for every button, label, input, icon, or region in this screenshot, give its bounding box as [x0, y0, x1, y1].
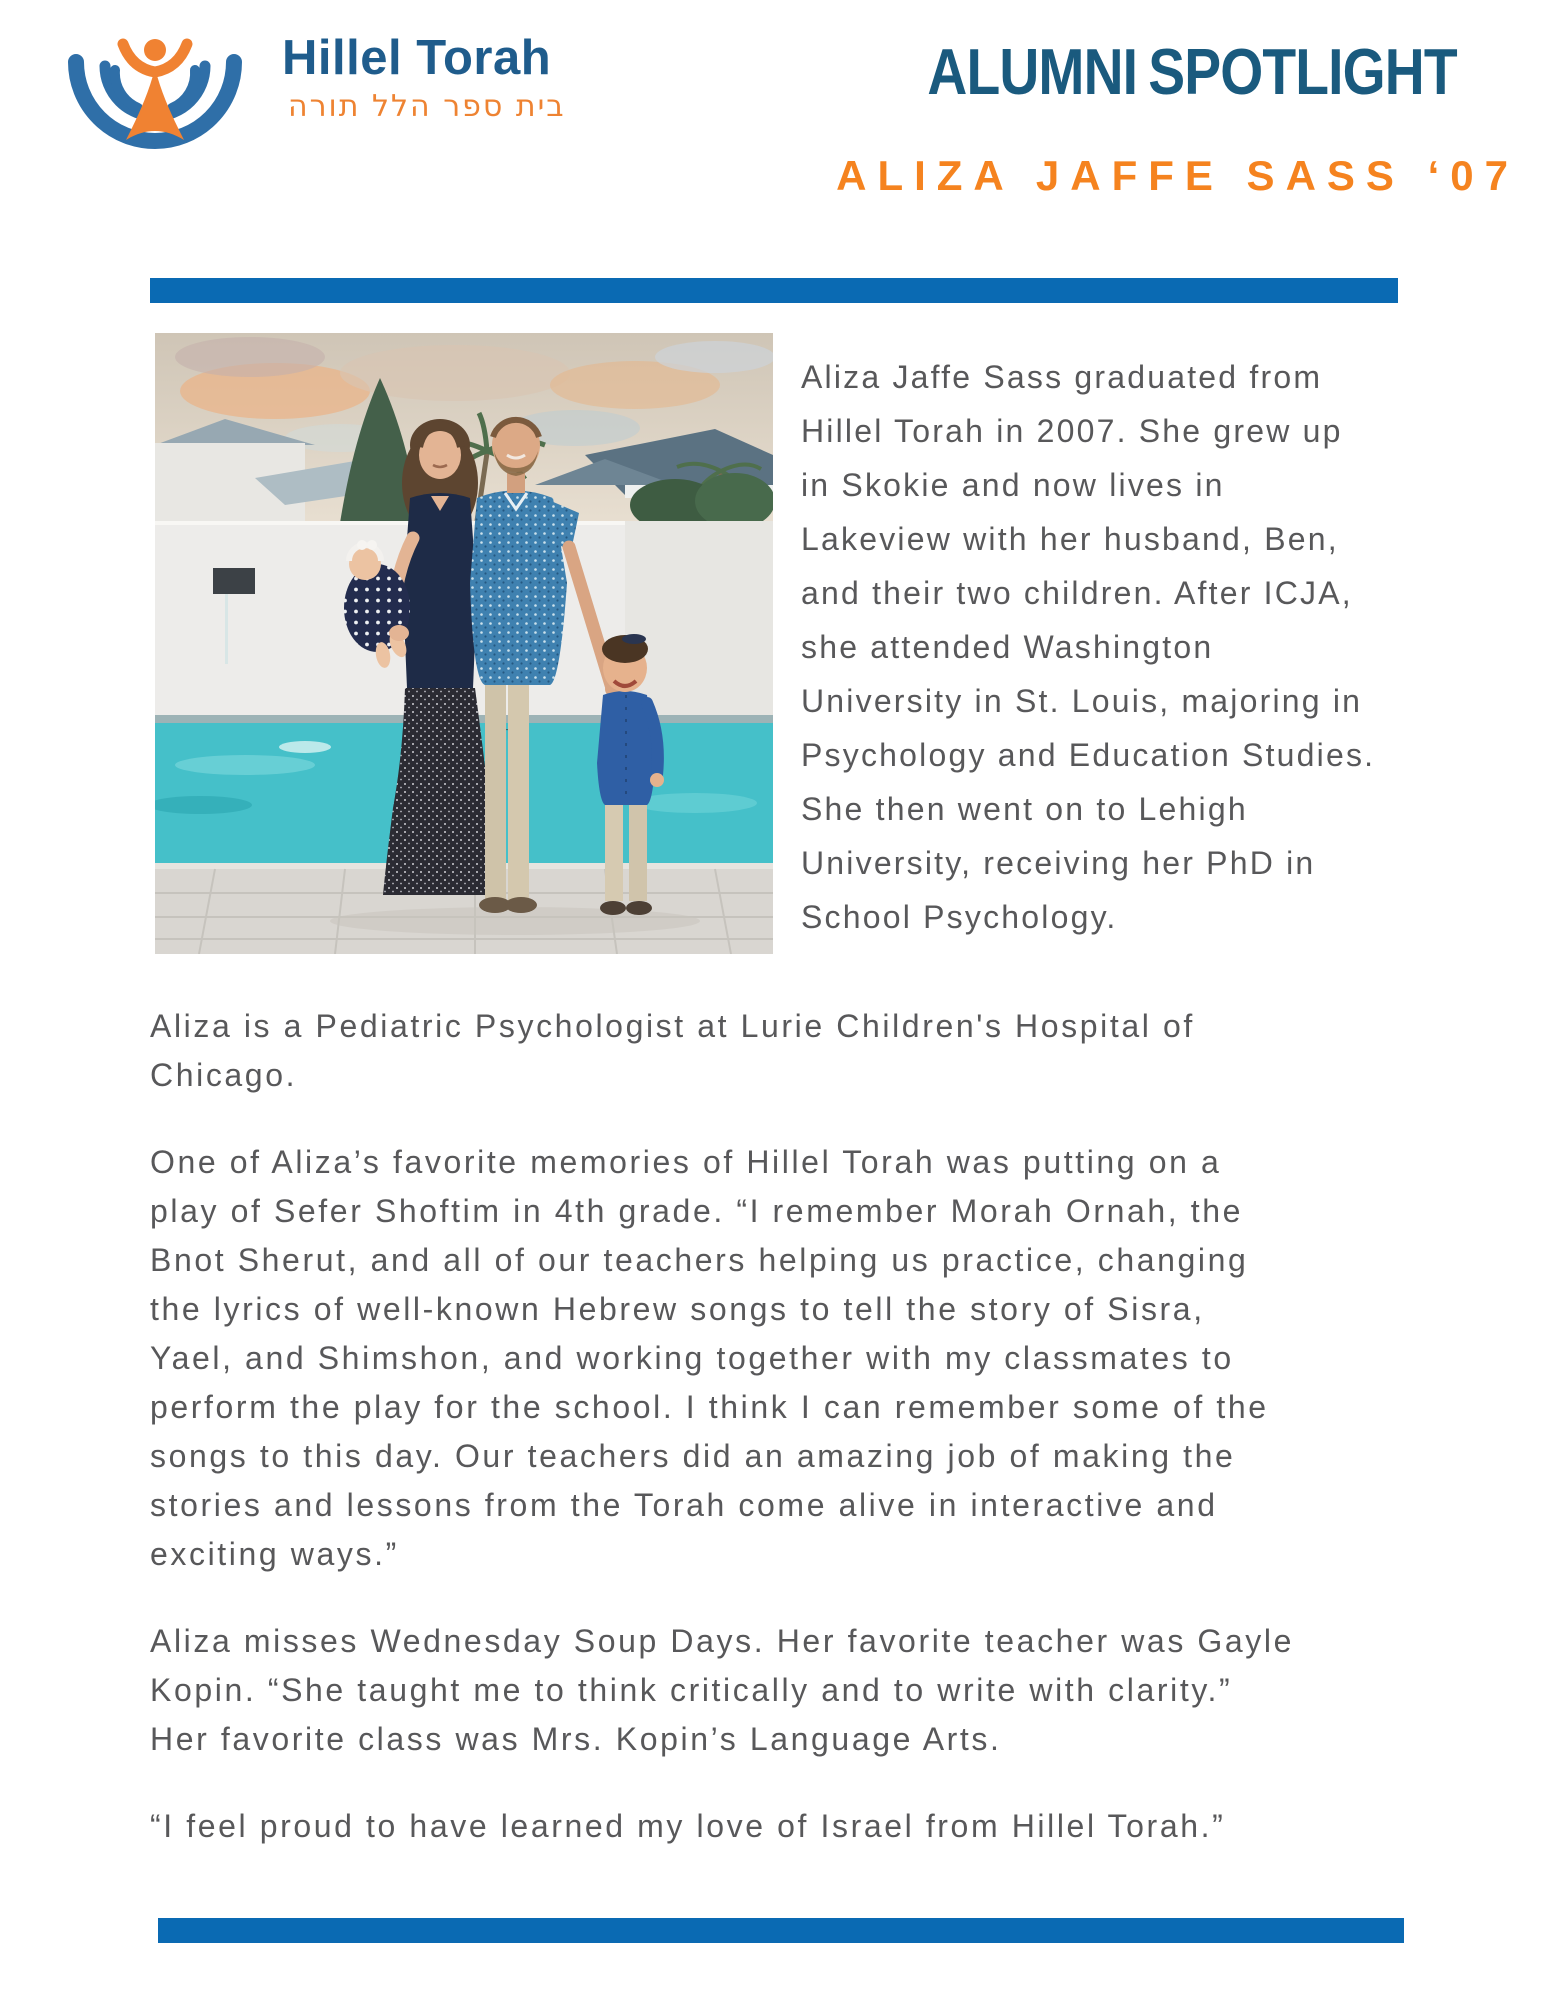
paragraph-teacher	[150, 1617, 1495, 1764]
intro-line: she attended Washington	[801, 629, 1214, 665]
body-line: Her favorite class was Mrs. Kopin’s Language Arts.	[150, 1721, 1002, 1757]
divider-bar-bottom	[158, 1918, 1404, 1943]
article-body	[150, 1002, 1495, 1889]
intro-line: University in St. Louis, majoring in	[801, 683, 1363, 719]
paragraph-memories	[150, 1138, 1495, 1579]
body-line: Aliza is a Pediatric Psychologist at Lurie Children's Hospital of	[150, 1008, 1195, 1044]
family-photo	[155, 333, 773, 954]
body-line: the lyrics of well-known Hebrew songs to tell the story of Sisra,	[150, 1291, 1205, 1327]
body-line: stories and lessons from the Torah come alive in interactive and	[150, 1487, 1218, 1523]
divider-bar-top	[150, 278, 1398, 303]
intro-paragraph	[801, 350, 1511, 944]
intro-line: University, receiving her PhD in	[801, 845, 1316, 881]
body-line: exciting ways.”	[150, 1536, 399, 1572]
body-line: Yael, and Shimshon, and working together with my classmates to	[150, 1340, 1234, 1376]
body-line: Kopin. “She taught me to think critically and to write with clarity.”	[150, 1672, 1233, 1708]
body-line: Chicago.	[150, 1057, 298, 1093]
body-line: songs to this day. Our teachers did an amazing job of making the	[150, 1438, 1236, 1474]
hillel-torah-emblem-icon	[60, 36, 250, 150]
family-photo-illustration	[155, 333, 773, 954]
intro-line: and their two children. After ICJA,	[801, 575, 1353, 611]
paragraph-career	[150, 1002, 1495, 1100]
page-title: ALUMNI SPOTLIGHT	[927, 35, 1457, 108]
intro-line: She then went on to Lehigh	[801, 791, 1248, 827]
intro-line: in Skokie and now lives in	[801, 467, 1225, 503]
alumna-name-subtitle: ALIZA JAFFE SASS ‘07	[836, 152, 1519, 199]
paragraph-quote	[150, 1802, 1495, 1851]
body-line: Bnot Sherut, and all of our teachers helping us practice, changing	[150, 1242, 1249, 1278]
body-line: “I feel proud to have learned my love of Israel from Hillel Torah.”	[150, 1808, 1226, 1844]
logo-name: Hillel Torah	[282, 31, 552, 85]
logo-hebrew-subtitle: בית ספר הלל תורה	[288, 89, 566, 124]
logo-wordmark	[282, 30, 566, 124]
body-line: One of Aliza’s favorite memories of Hillel Torah was putting on a	[150, 1144, 1222, 1180]
intro-line: Aliza Jaffe Sass graduated from	[801, 359, 1323, 395]
body-line: play of Sefer Shoftim in 4th grade. “I remember Morah Ornah, the	[150, 1193, 1244, 1229]
intro-line: School Psychology.	[801, 899, 1118, 935]
intro-line: Psychology and Education Studies.	[801, 737, 1376, 773]
intro-line: Lakeview with her husband, Ben,	[801, 521, 1339, 557]
body-line: Aliza misses Wednesday Soup Days. Her favorite teacher was Gayle	[150, 1623, 1295, 1659]
body-line: perform the play for the school. I think I can remember some of the	[150, 1389, 1269, 1425]
intro-line: Hillel Torah in 2007. She grew up	[801, 413, 1343, 449]
